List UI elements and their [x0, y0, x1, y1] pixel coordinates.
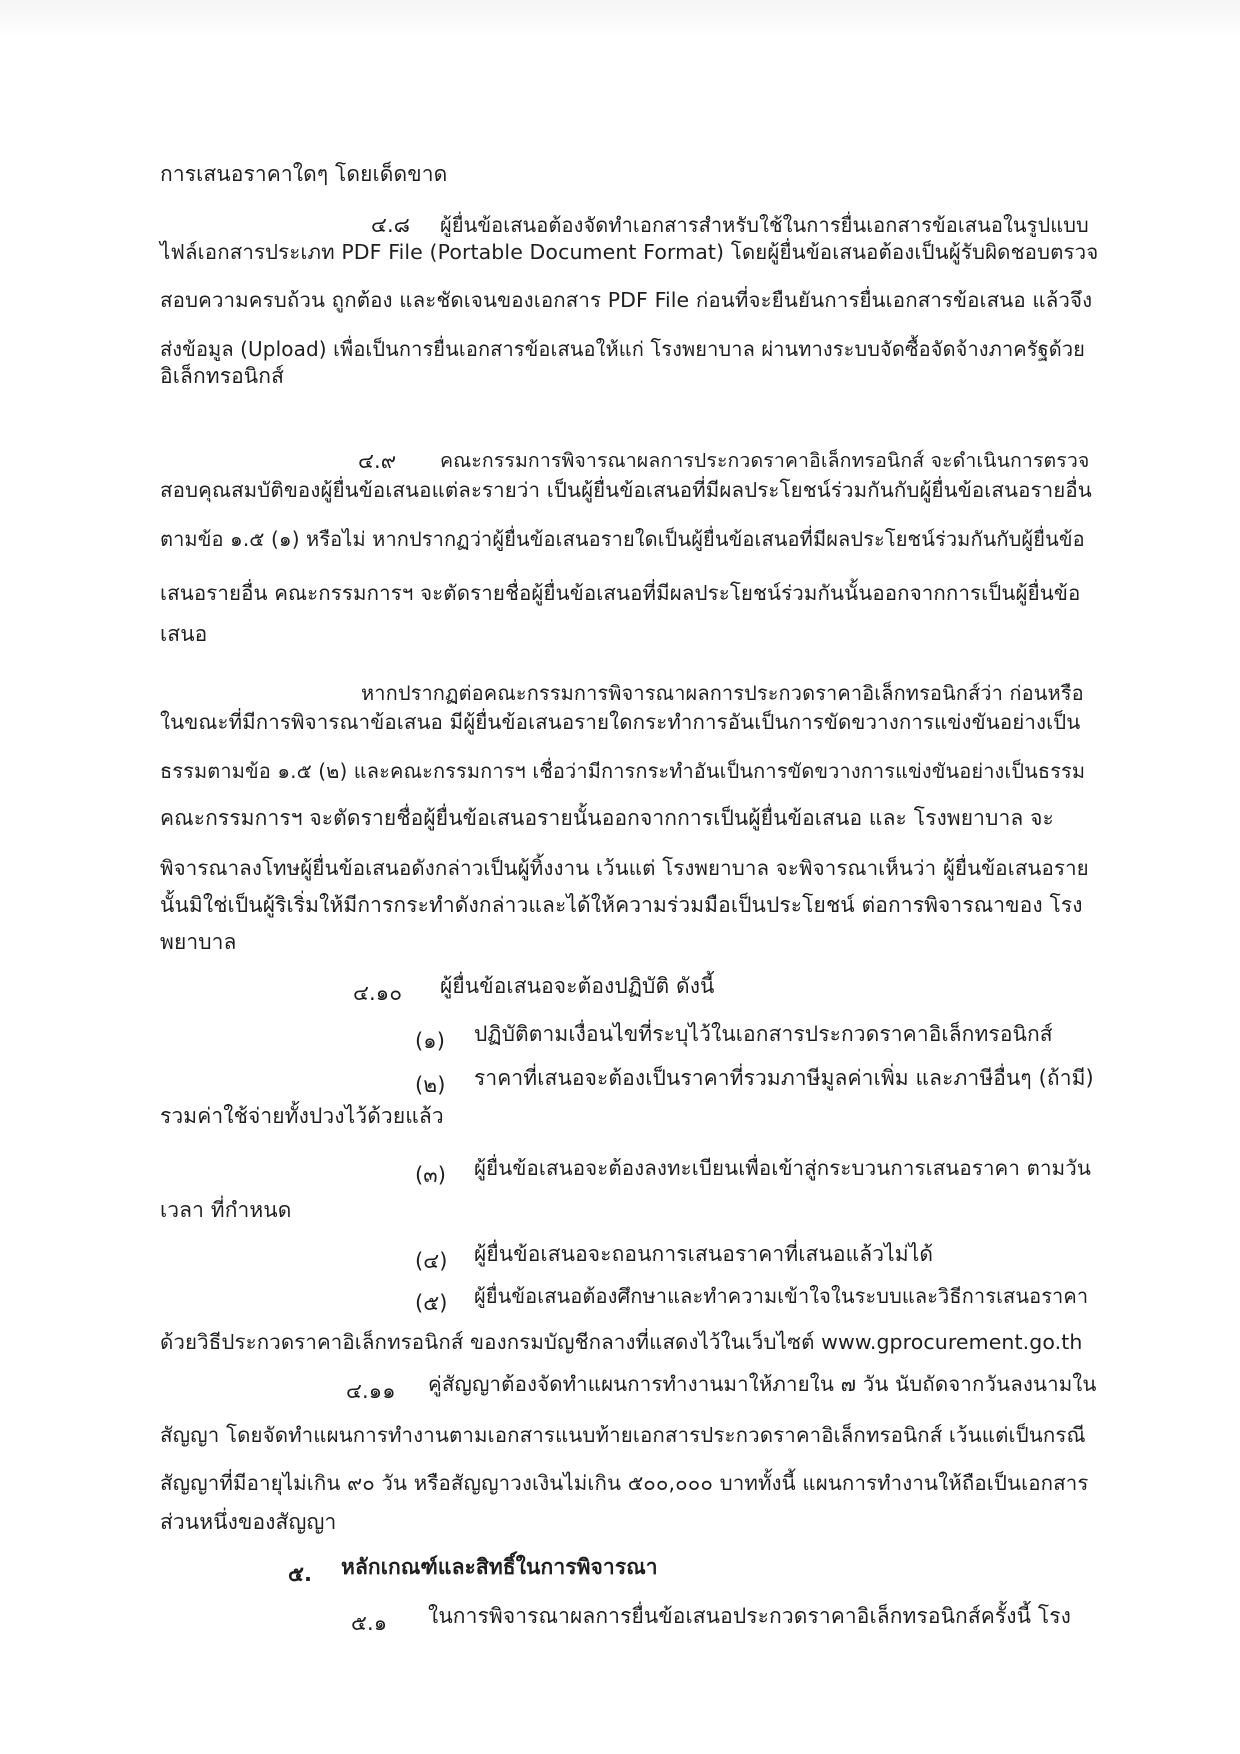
text-line: ผู้ยื่นข้อเสนอจะถอนการเสนอราคาที่เสนอแล้วไม่ได้ [474, 1242, 934, 1266]
text-line: สอบคุณสมบัติของผู้ยื่นข้อเสนอแต่ละรายว่า เป็นผู้ยื่นข้อเสนอที่มีผลประโยชน์ร่วมกันกับผู้ยื่นข้อเสนอรายอื่น [160, 478, 1092, 502]
text-line: อิเล็กทรอนิกส์ [160, 364, 284, 388]
text-line: เสนอรายอื่น คณะกรรมการฯ จะตัดรายชื่อผู้ยื่นข้อเสนอที่มีผลประโยชน์ร่วมกันนั้นออกจากการเป็นผู้ยื่นข้อ [160, 581, 1081, 605]
item-number: (๑) [415, 1029, 446, 1053]
text-line: รวมค่าใช้จ่ายทั้งปวงไว้ด้วยแล้ว [160, 1104, 444, 1128]
clause-number: ๕.๑ [351, 1611, 388, 1635]
text-line: คู่สัญญาต้องจัดทำแผนการทำงานมาให้ภายใน ๗ วัน นับถัดจากวันลงนามใน [428, 1372, 1097, 1396]
text-line: เสนอ [160, 622, 208, 646]
scan-shadow [0, 0, 1240, 40]
section-number: ๕. [288, 1562, 313, 1586]
text-line: ธรรมตามข้อ ๑.๕ (๒) และคณะกรรมการฯ เชื่อว่ามีการกระทำอันเป็นการขัดขวางการแข่งขันอย่างเป็นธรรม [160, 759, 1086, 783]
text-line: ผู้ยื่นข้อเสนอจะต้องลงทะเบียนเพื่อเข้าสู่กระบวนการเสนอราคา ตามวัน [474, 1156, 1091, 1180]
clause-number: ๔.๙ [358, 449, 397, 473]
item-number: (๓) [415, 1163, 447, 1187]
text-line: สัญญาที่มีอายุไม่เกิน ๙๐ วัน หรือสัญญาวงเงินไม่เกิน ๕๐๐,๐๐๐ บาททั้งนี้ แผนการทำงานให้ถือเป็นเอกสาร [160, 1471, 1089, 1495]
text-line: ส่งข้อมูล (Upload) เพื่อเป็นการยื่นเอกสารข้อเสนอให้แก่ โรงพยาบาล ผ่านทางระบบจัดซื้อจัดจ้างภาครัฐด้วย [160, 337, 1085, 361]
text-line: นั้นมิใช่เป็นผู้ริเริ่มให้มีการกระทำดังกล่าวและได้ให้ความร่วมมือเป็นประโยชน์ ต่อการพิจารณาของ โรง [160, 893, 1083, 917]
text-line: สัญญา โดยจัดทำแผนการทำงานตามเอกสารแนบท้ายเอกสารประกวดราคาอิเล็กทรอนิกส์ เว้นแต่เป็นกรณี [160, 1423, 1086, 1447]
text-line: การเสนอราคาใดๆ โดยเด็ดขาด [160, 162, 448, 186]
text-line: ในขณะที่มีการพิจารณาข้อเสนอ มีผู้ยื่นข้อเสนอรายใดกระทำการอันเป็นการขัดขวางการแข่งขันอย่างเป็น [160, 710, 1081, 734]
text-line: ปฏิบัติตามเงื่อนไขที่ระบุไว้ในเอกสารประกวดราคาอิเล็กทรอนิกส์ [474, 1022, 1053, 1046]
text-line: ส่วนหนึ่งของสัญญา [160, 1510, 337, 1534]
text-line: คณะกรรมการพิจารณาผลการประกวดราคาอิเล็กทรอนิกส์ จะดำเนินการตรวจ [440, 449, 1090, 472]
text-line: ผู้ยื่นข้อเสนอต้องศึกษาและทำความเข้าใจในระบบและวิธีการเสนอราคา [474, 1284, 1089, 1308]
item-number: (๔) [415, 1249, 448, 1273]
text-line: สอบความครบถ้วน ถูกต้อง และชัดเจนของเอกสาร PDF File ก่อนที่จะยืนยันการยื่นเอกสารข้อเสนอ แล้วจึง [160, 288, 1093, 312]
text-line: ไฟล์เอกสารประเภท PDF File (Portable Document Format) โดยผู้ยื่นข้อเสนอต้องเป็นผู้รับผิดชอบตรวจ [160, 240, 1099, 264]
text-line: เวลา ที่กำหนด [160, 1198, 292, 1222]
section-heading: หลักเกณฑ์และสิทธิ์ในการพิจารณา [341, 1555, 658, 1579]
text-line: พยาบาล [160, 930, 237, 954]
text-line: ตามข้อ ๑.๕ (๑) หรือไม่ หากปรากฏว่าผู้ยื่นข้อเสนอรายใดเป็นผู้ยื่นข้อเสนอที่มีผลประโยชน์ร่วมกันกับผู้ยื่นข้อ [160, 527, 1085, 551]
text-line: ในการพิจารณาผลการยื่นข้อเสนอประกวดราคาอิเล็กทรอนิกส์ครั้งนี้ โรง [428, 1604, 1072, 1628]
text-line: พิจารณาลงโทษผู้ยื่นข้อเสนอดังกล่าวเป็นผู้ทิ้งงาน เว้นแต่ โรงพยาบาล จะพิจารณาเห็นว่า ผู้ยื่นข้อเสนอราย [160, 856, 1089, 880]
item-number: (๕) [415, 1291, 448, 1315]
text-line: คณะกรรมการฯ จะตัดรายชื่อผู้ยื่นข้อเสนอรายนั้นออกจากการเป็นผู้ยื่นข้อเสนอ และ โรงพยาบาล จะ [160, 806, 1054, 830]
clause-number: ๔.๑๑ [346, 1379, 396, 1403]
text-line: ผู้ยื่นข้อเสนอต้องจัดทำเอกสารสำหรับใช้ในการยื่นเอกสารข้อเสนอในรูปแบบ [440, 213, 1089, 237]
text-line: ด้วยวิธีประกวดราคาอิเล็กทรอนิกส์ ของกรมบัญชีกลางที่แสดงไว้ในเว็บไซต์ www.gprocurement.go.th [160, 1330, 1083, 1354]
clause-number: ๔.๑๐ [353, 981, 403, 1005]
text-line: หากปรากฏต่อคณะกรรมการพิจารณาผลการประกวดราคาอิเล็กทรอนิกส์ว่า ก่อนหรือ [361, 681, 1084, 705]
item-number: (๒) [415, 1073, 446, 1097]
clause-number: ๔.๘ [371, 213, 411, 237]
text-line: ผู้ยื่นข้อเสนอจะต้องปฏิบัติ ดังนี้ [440, 974, 715, 998]
text-line: ราคาที่เสนอจะต้องเป็นราคาที่รวมภาษีมูลค่าเพิ่ม และภาษีอื่นๆ (ถ้ามี) [474, 1066, 1094, 1090]
